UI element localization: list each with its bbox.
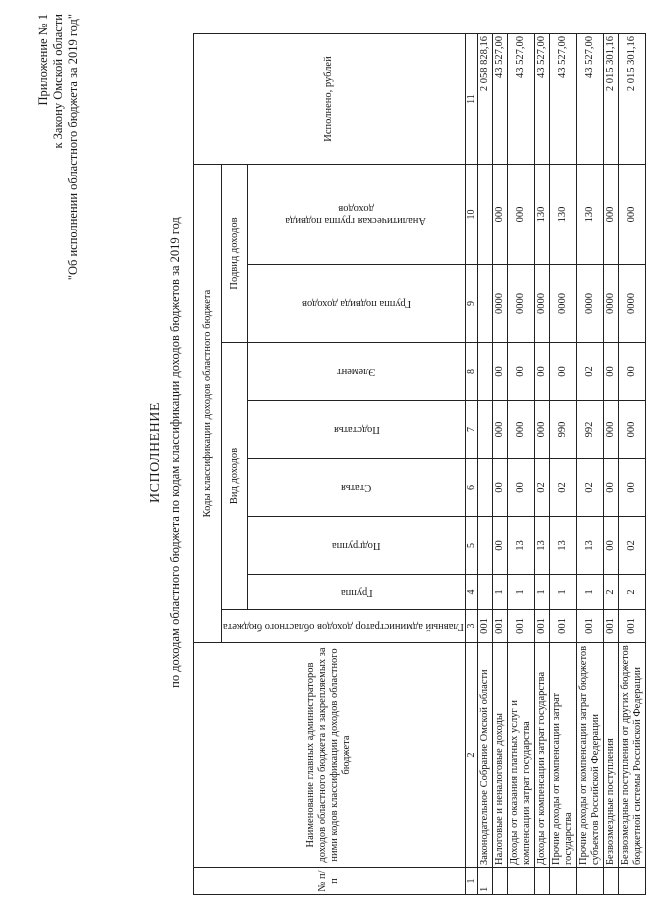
header-subkind: Подвид доходов	[222, 165, 248, 343]
row-amount: 43 527,00	[576, 34, 603, 165]
row-analytic: 000	[492, 165, 507, 265]
table-row	[576, 34, 603, 895]
row-name: Налоговые и неналоговые доходы	[492, 643, 507, 868]
row-subgroup: 13	[576, 517, 603, 575]
row-article: 00	[507, 459, 534, 517]
row-num	[603, 868, 618, 895]
row-num	[576, 868, 603, 895]
column-index: 3	[465, 610, 477, 643]
row-admin: 001	[618, 610, 645, 643]
row-amount: 43 527,00	[492, 34, 507, 165]
row-subkind-group: 0000	[549, 265, 576, 343]
row-subkind-group: 0000	[576, 265, 603, 343]
row-analytic: 000	[507, 165, 534, 265]
row-subgroup: 13	[534, 517, 549, 575]
row-admin: 001	[507, 610, 534, 643]
row-amount: 43 527,00	[534, 34, 549, 165]
row-analytic	[477, 165, 492, 265]
column-index: 7	[465, 401, 477, 459]
row-subgroup	[477, 517, 492, 575]
header-group: Группа	[248, 575, 466, 610]
row-admin: 001	[534, 610, 549, 643]
row-group: 2	[618, 575, 645, 610]
row-num	[534, 868, 549, 895]
row-element: 00	[549, 343, 576, 401]
row-admin: 001	[603, 610, 618, 643]
row-subkind-group	[477, 265, 492, 343]
header-element: Элемент	[248, 343, 466, 401]
row-group: 1	[492, 575, 507, 610]
row-group: 1	[534, 575, 549, 610]
row-name: Прочие доходы от компенсации затрат государства	[549, 643, 576, 868]
column-index: 6	[465, 459, 477, 517]
table-row	[534, 34, 549, 895]
row-element: 02	[576, 343, 603, 401]
row-article: 00	[603, 459, 618, 517]
row-num	[507, 868, 534, 895]
row-analytic: 000	[618, 165, 645, 265]
row-num	[492, 868, 507, 895]
row-admin: 001	[549, 610, 576, 643]
row-article: 00	[492, 459, 507, 517]
row-amount: 43 527,00	[507, 34, 534, 165]
row-subgroup: 13	[549, 517, 576, 575]
row-amount: 43 527,00	[549, 34, 576, 165]
revenue-table	[193, 33, 646, 895]
header-kind: Вид доходов	[222, 343, 248, 610]
row-num: 1	[477, 868, 492, 895]
row-admin: 001	[492, 610, 507, 643]
row-element: 00	[603, 343, 618, 401]
row-subkind-group: 0000	[534, 265, 549, 343]
row-amount: 2 015 301,16	[618, 34, 645, 165]
row-article: 02	[534, 459, 549, 517]
row-amount: 2 015 301,16	[603, 34, 618, 165]
row-subgroup: 13	[507, 517, 534, 575]
row-analytic: 000	[603, 165, 618, 265]
row-element: 00	[492, 343, 507, 401]
header-subarticle: Подстатья	[248, 401, 466, 459]
table-row	[507, 34, 534, 895]
row-subgroup: 00	[492, 517, 507, 575]
header-name: Наименование главных администраторов доходов областного бюджета и закрепляемых за ними кодов классификации доходов областного бюджета	[194, 643, 466, 868]
header-admin: Главный администратор доходов областного бюджета	[222, 610, 466, 643]
column-index-row	[465, 34, 477, 895]
row-admin: 001	[576, 610, 603, 643]
row-subkind-group: 0000	[603, 265, 618, 343]
row-subgroup: 02	[618, 517, 645, 575]
header-codes: Коды классификации доходов областного бюджета	[194, 165, 222, 643]
row-name: Доходы от компенсации затрат государства	[534, 643, 549, 868]
table-row	[603, 34, 618, 895]
row-subarticle: 990	[549, 401, 576, 459]
row-subarticle: 000	[507, 401, 534, 459]
header-subkind-group: Группа подвида доходов	[248, 265, 466, 343]
document-heading	[148, 0, 183, 905]
row-amount: 2 058 828,16	[477, 34, 492, 165]
row-subarticle: 000	[618, 401, 645, 459]
row-article: 00	[618, 459, 645, 517]
column-index: 10	[465, 165, 477, 265]
column-index: 8	[465, 343, 477, 401]
row-subgroup: 00	[603, 517, 618, 575]
header-num: № п/п	[194, 868, 466, 895]
row-num	[549, 868, 576, 895]
row-group: 2	[603, 575, 618, 610]
row-subarticle: 000	[492, 401, 507, 459]
row-num	[618, 868, 645, 895]
row-analytic: 130	[549, 165, 576, 265]
row-subkind-group: 0000	[492, 265, 507, 343]
appendix-line-1: Приложение № 1	[36, 14, 50, 106]
row-name: Доходы от оказания платных услуг и компенсации затрат государства	[507, 643, 534, 868]
row-subarticle: 000	[603, 401, 618, 459]
row-group	[477, 575, 492, 610]
column-index: 4	[465, 575, 477, 610]
column-index: 1	[465, 868, 477, 895]
row-element: 00	[618, 343, 645, 401]
row-subkind-group: 0000	[507, 265, 534, 343]
document-subtitle: по доходам областного бюджета по кодам классификации доходов бюджетов за 2019 год	[168, 217, 182, 688]
table-row	[618, 34, 645, 895]
document-title: ИСПОЛНЕНИЕ	[148, 402, 163, 503]
row-group: 1	[549, 575, 576, 610]
appendix-note	[36, 14, 81, 280]
table-row	[477, 34, 492, 895]
row-element: 00	[534, 343, 549, 401]
row-name: Безвозмездные поступления от других бюджетов бюджетной системы Российской Федерации	[618, 643, 645, 868]
row-name: Законодательное Собрание Омской области	[477, 643, 492, 868]
column-index: 11	[465, 34, 477, 165]
row-element	[477, 343, 492, 401]
row-subarticle: 992	[576, 401, 603, 459]
row-element: 00	[507, 343, 534, 401]
row-subarticle	[477, 401, 492, 459]
row-subkind-group: 0000	[618, 265, 645, 343]
table-row	[492, 34, 507, 895]
table-row	[549, 34, 576, 895]
row-article	[477, 459, 492, 517]
column-index: 5	[465, 517, 477, 575]
column-index: 9	[465, 265, 477, 343]
row-analytic: 130	[576, 165, 603, 265]
header-analytic-group: Аналитическая группа подвида доходов	[248, 165, 466, 265]
row-group: 1	[576, 575, 603, 610]
row-analytic: 130	[534, 165, 549, 265]
header-subgroup: Подгруппа	[248, 517, 466, 575]
row-article: 02	[576, 459, 603, 517]
row-group: 1	[507, 575, 534, 610]
row-name: Безвозмездные поступления	[603, 643, 618, 868]
header-article: Статья	[248, 459, 466, 517]
column-index: 2	[465, 643, 477, 868]
appendix-line-3: "Об исполнении областного бюджета за 2019 год"	[66, 14, 80, 281]
header-executed: Исполнено, рублей	[194, 34, 466, 165]
appendix-line-2: к Закону Омской области	[51, 14, 65, 149]
row-admin: 001	[477, 610, 492, 643]
row-article: 02	[549, 459, 576, 517]
row-subarticle: 000	[534, 401, 549, 459]
row-name: Прочие доходы от компенсации затрат бюджетов субъектов Российской Федерации	[576, 643, 603, 868]
